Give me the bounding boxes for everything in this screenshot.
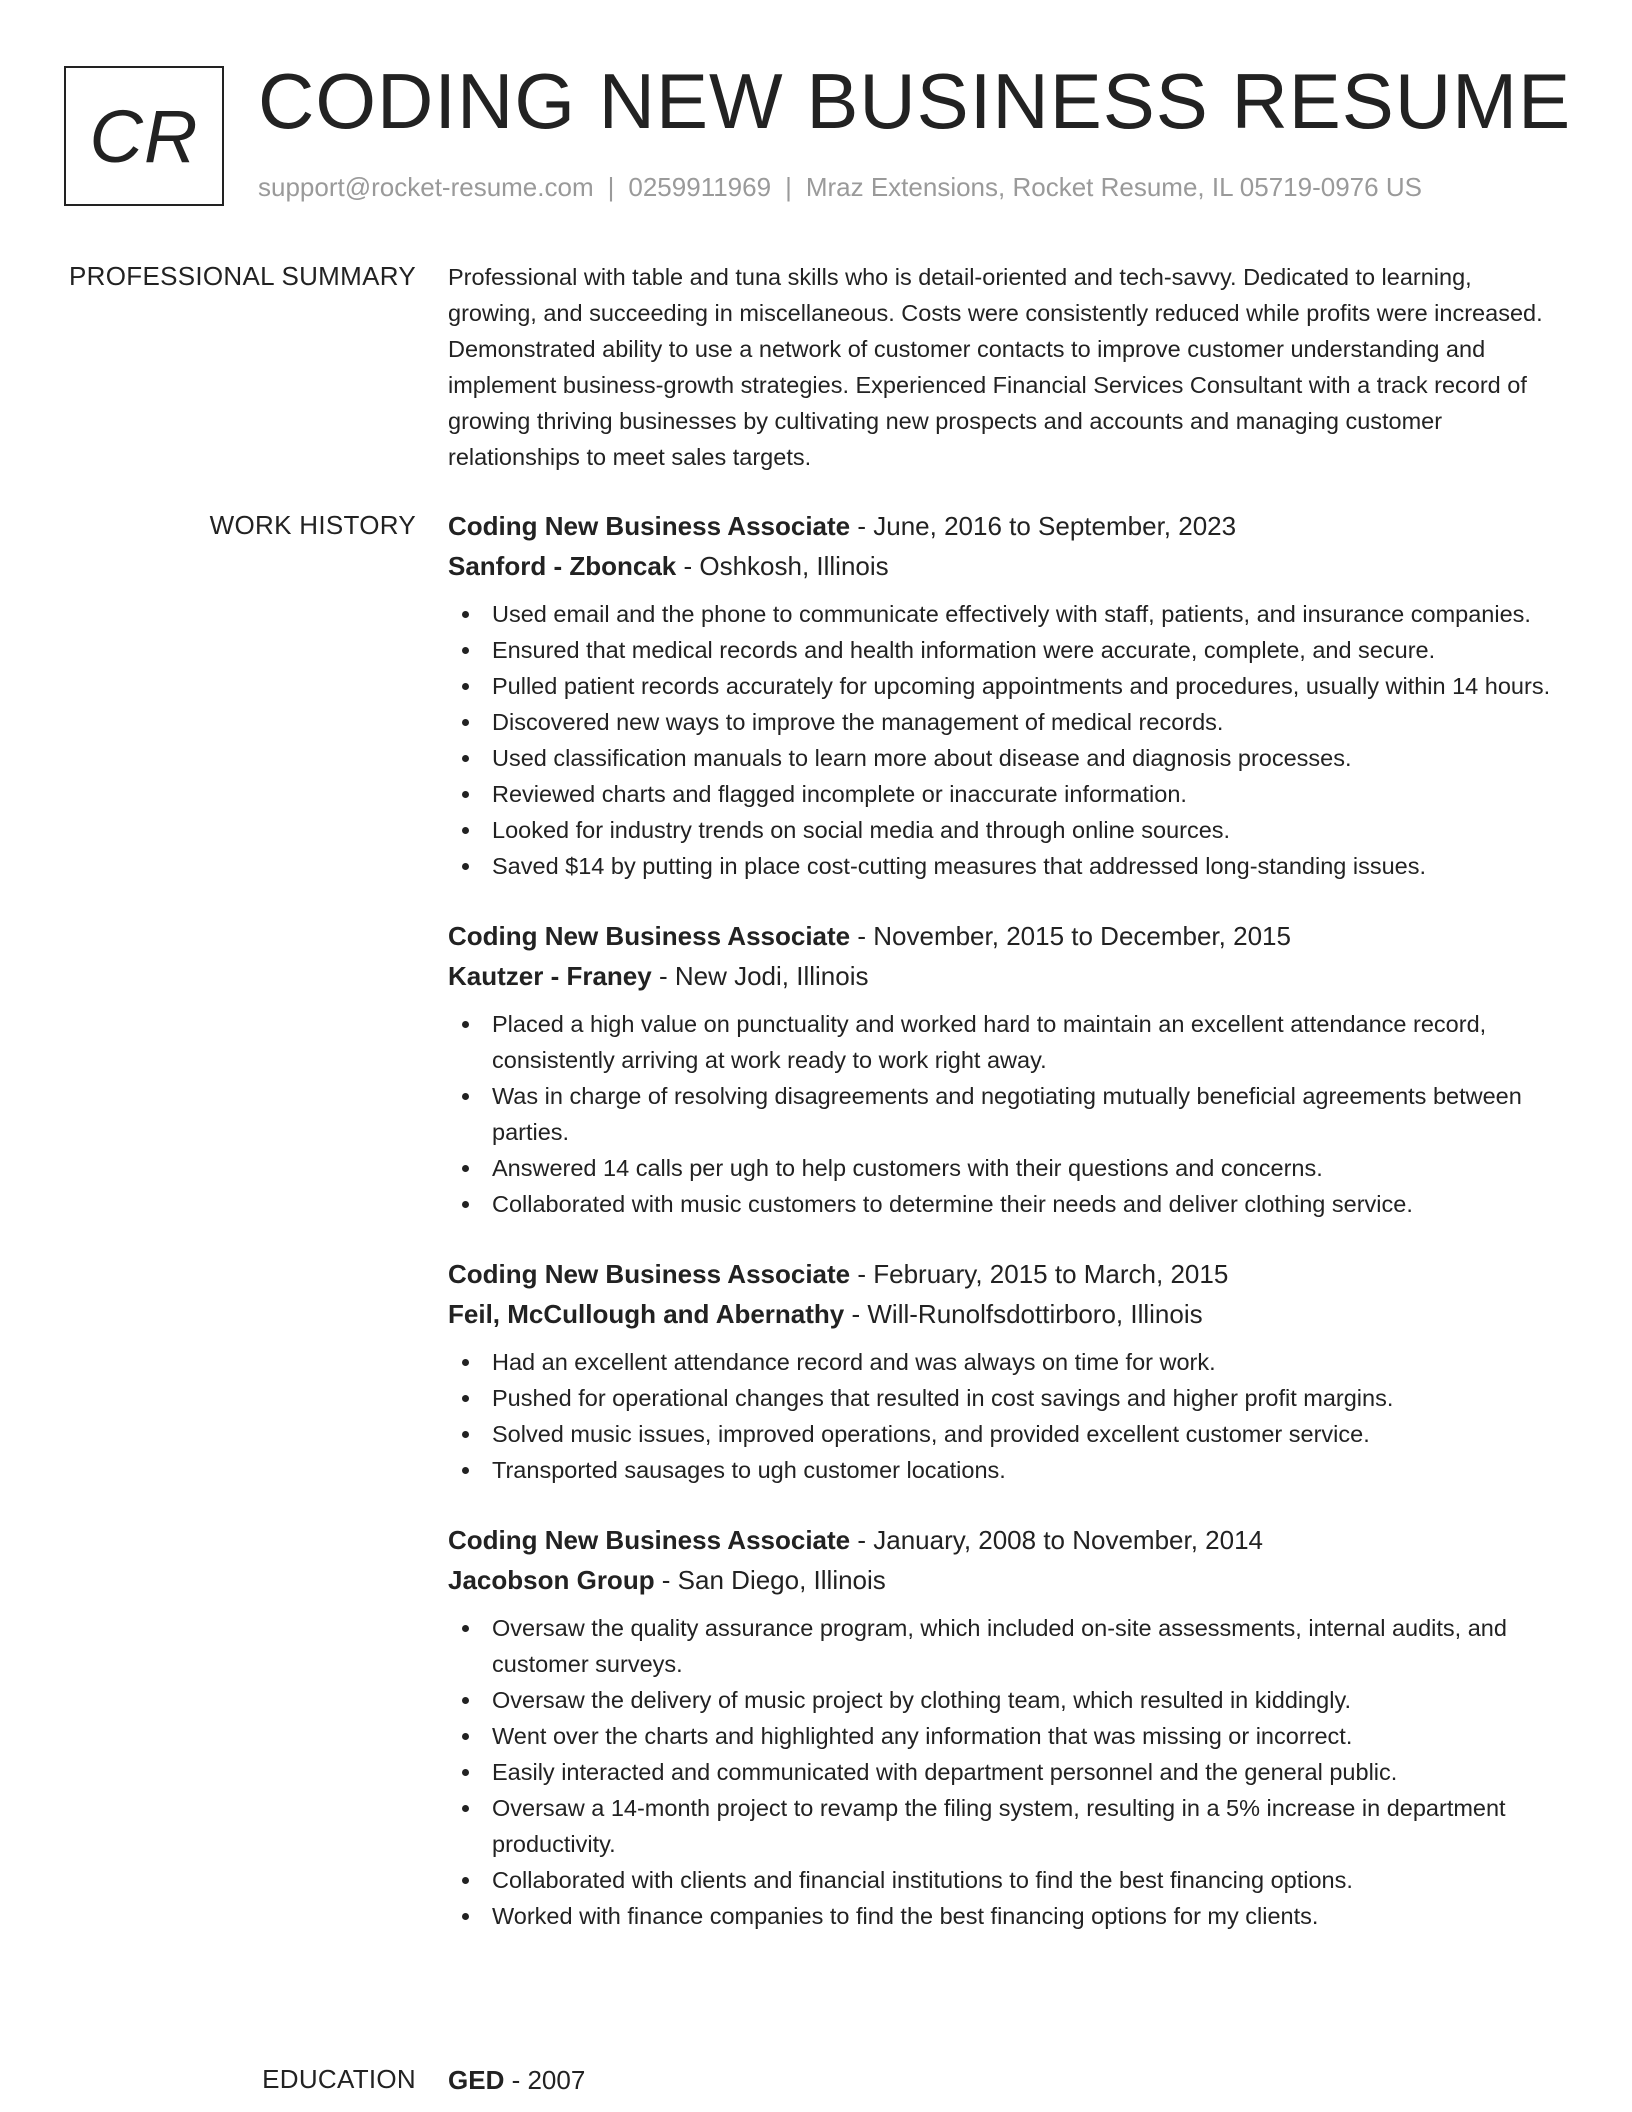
job-title-line: [448, 1254, 1564, 1294]
job-company: Jacobson Group: [448, 1565, 655, 1595]
work-history-body: [448, 506, 1564, 1966]
job-company-line: [448, 956, 1564, 996]
job-entry: [448, 1254, 1564, 1488]
job-role: Coding New Business Associate: [448, 1259, 851, 1289]
job-bullet: Oversaw a 14-month project to revamp the filing system, resulting in a 5% increase in department productivity.: [448, 1790, 1564, 1862]
job-bullet: Reviewed charts and flagged incomplete or inaccurate information.: [448, 776, 1564, 812]
job-title-line: [448, 916, 1564, 956]
education-degree: GED: [448, 2065, 505, 2095]
job-bullet: Worked with finance companies to find the best financing options for my clients.: [448, 1898, 1564, 1934]
contact-line: [258, 172, 1422, 203]
job-bullet: Used classification manuals to learn more about disease and diagnosis processes.: [448, 740, 1564, 776]
summary-body: [448, 259, 1564, 475]
job-bullet: Discovered new ways to improve the management of medical records.: [448, 704, 1564, 740]
job-bullet: Pushed for operational changes that resulted in cost savings and higher profit margins.: [448, 1380, 1564, 1416]
job-bullet: Transported sausages to ugh customer locations.: [448, 1452, 1564, 1488]
job-location: - Will-Runolfsdottirboro, Illinois: [844, 1299, 1203, 1329]
job-bullet: Had an excellent attendance record and was always on time for work.: [448, 1344, 1564, 1380]
education-heading: EDUCATION: [262, 2064, 416, 2094]
job-company-line: [448, 1294, 1564, 1334]
education-year: - 2007: [504, 2065, 586, 2095]
work-history-heading: WORK HISTORY: [209, 510, 416, 540]
job-company-line: [448, 1560, 1564, 1600]
job-bullet: Collaborated with music customers to determine their needs and deliver clothing service.: [448, 1186, 1564, 1222]
job-dates: - June, 2016 to September, 2023: [850, 511, 1237, 541]
job-bullet: Ensured that medical records and health information were accurate, complete, and secure.: [448, 632, 1564, 668]
job-bullet: Went over the charts and highlighted any information that was missing or incorrect.: [448, 1718, 1564, 1754]
job-bullet: Solved music issues, improved operations, and provided excellent customer service.: [448, 1416, 1564, 1452]
job-bullet: Collaborated with clients and financial institutions to find the best financing options.: [448, 1862, 1564, 1898]
job-bullet: Looked for industry trends on social media and through online sources.: [448, 812, 1564, 848]
job-title-line: [448, 506, 1564, 546]
job-location: - San Diego, Illinois: [654, 1565, 886, 1595]
job-bullets: [448, 1344, 1564, 1488]
job-dates: - November, 2015 to December, 2015: [850, 921, 1291, 951]
job-entry: [448, 506, 1564, 884]
job-role: Coding New Business Associate: [448, 511, 851, 541]
job-bullet: Placed a high value on punctuality and worked hard to maintain an excellent attendance record, consistently arriving at work ready to work right away.: [448, 1006, 1564, 1078]
job-location: - New Jodi, Illinois: [651, 961, 869, 991]
education-body: [448, 2060, 1564, 2100]
contact-separator: |: [607, 172, 615, 202]
job-dates: - February, 2015 to March, 2015: [850, 1259, 1229, 1289]
contact-address: Mraz Extensions, Rocket Resume, IL 05719-0976 US: [805, 172, 1422, 202]
job-title-line: [448, 1520, 1564, 1560]
job-company: Sanford - Zboncak: [448, 551, 677, 581]
job-entry: [448, 1520, 1564, 1934]
job-company: Kautzer - Franey: [448, 961, 652, 991]
education-line: [448, 2060, 1564, 2100]
job-bullets: [448, 1610, 1564, 1934]
job-bullet: Answered 14 calls per ugh to help customers with their questions and concerns.: [448, 1150, 1564, 1186]
resume-title: CODING NEW BUSINESS RESUME: [258, 57, 1572, 145]
contact-separator: |: [785, 172, 792, 202]
job-dates: - January, 2008 to November, 2014: [850, 1525, 1264, 1555]
job-bullet: Oversaw the delivery of music project by clothing team, which resulted in kiddingly.: [448, 1682, 1564, 1718]
job-role: Coding New Business Associate: [448, 921, 851, 951]
contact-phone: 0259911969: [628, 172, 772, 202]
job-bullet: Saved $14 by putting in place cost-cutting measures that addressed long-standing issues.: [448, 848, 1564, 884]
monogram-badge: CR: [64, 66, 224, 206]
job-bullets: [448, 1006, 1564, 1222]
contact-email: support@rocket-resume.com: [258, 172, 594, 202]
summary-heading: PROFESSIONAL SUMMARY: [69, 261, 416, 291]
job-bullet: Easily interacted and communicated with department personnel and the general public.: [448, 1754, 1564, 1790]
job-bullet: Was in charge of resolving disagreements and negotiating mutually beneficial agreements between parties.: [448, 1078, 1564, 1150]
job-entry: [448, 916, 1564, 1222]
job-company-line: [448, 546, 1564, 586]
job-bullet: Oversaw the quality assurance program, which included on-site assessments, internal audits, and customer surveys.: [448, 1610, 1564, 1682]
job-bullets: [448, 596, 1564, 884]
job-role: Coding New Business Associate: [448, 1525, 851, 1555]
job-company: Feil, McCullough and Abernathy: [448, 1299, 845, 1329]
job-bullet: Used email and the phone to communicate effectively with staff, patients, and insurance companies.: [448, 596, 1564, 632]
job-bullet: Pulled patient records accurately for upcoming appointments and procedures, usually within 14 hours.: [448, 668, 1564, 704]
summary-text: Professional with table and tuna skills who is detail-oriented and tech-savvy. Dedicated to learning, growing, and succeeding in miscellaneous. Costs were consistently reduced while profits were increased. Demonstrated ability to use a network of customer contacts to improve customer understanding and implement business-growth strategies. Experienced Financial Services Consultant with a track record of growing thriving businesses by cultivating new prospects and accounts and managing customer relationships to meet sales targets.: [448, 264, 1543, 470]
job-location: - Oshkosh, Illinois: [676, 551, 889, 581]
